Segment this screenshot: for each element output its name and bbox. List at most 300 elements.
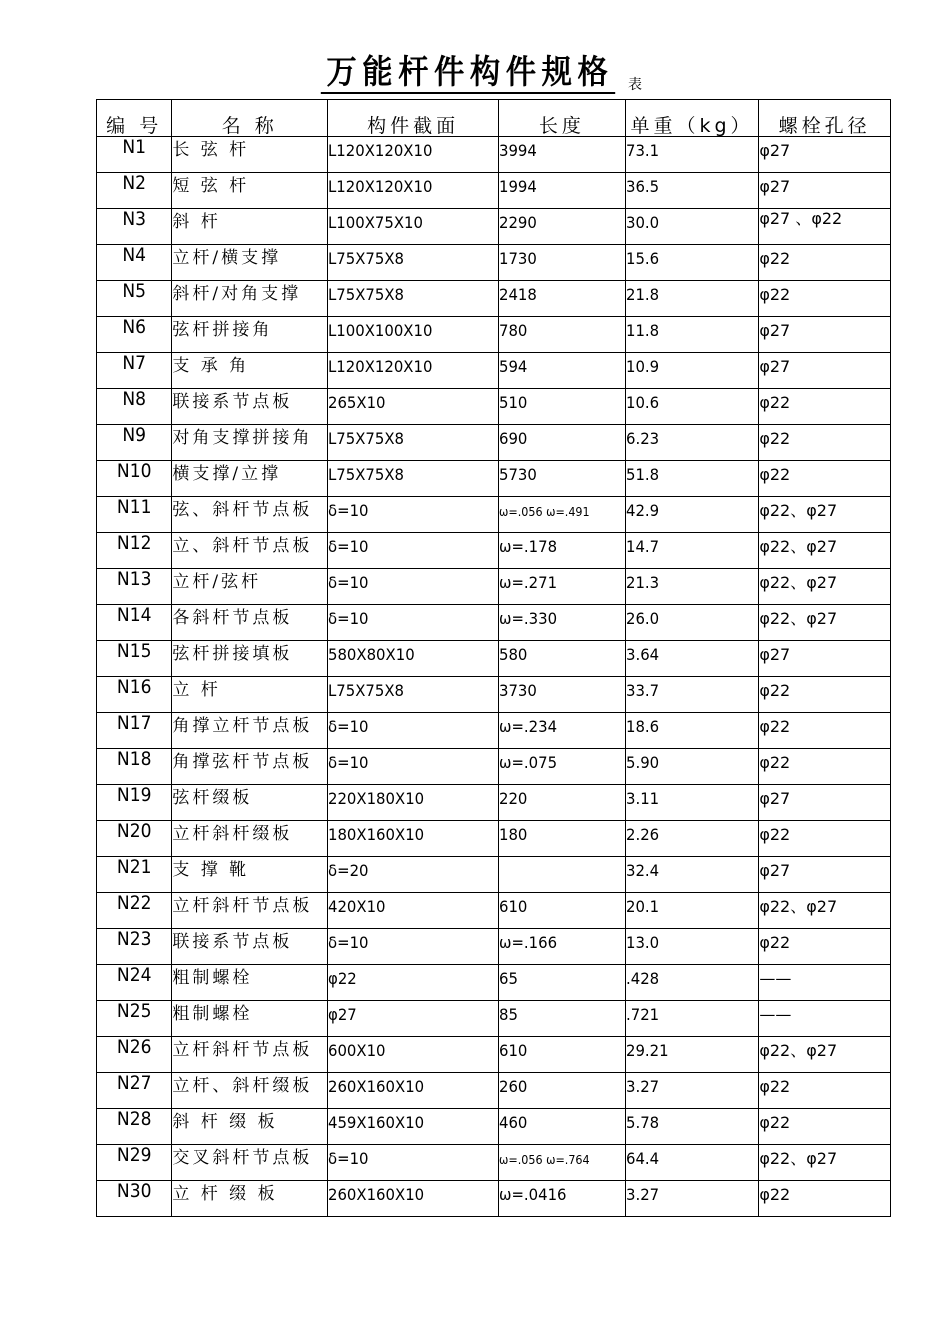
cell-length-text: 85 [499, 1005, 518, 1024]
cell-section-text: L100X75X10 [328, 213, 424, 232]
cell-no [97, 857, 172, 893]
cell-length [499, 461, 626, 497]
cell-bolt: φ27 [759, 317, 891, 353]
cell-weight [625, 605, 759, 641]
cell-bolt: φ22 [759, 821, 891, 857]
cell-length-text: 180 [499, 825, 528, 844]
cell-section [328, 605, 499, 641]
cell-length-text: ω=.178 [499, 537, 558, 556]
cell-no [97, 209, 172, 245]
cell-no-text: N24 [116, 964, 152, 986]
cell-no [97, 677, 172, 713]
cell-weight-text: 11.8 [625, 321, 659, 340]
cell-name: 弦杆缀板 [172, 785, 328, 821]
cell-weight-text: 10.6 [625, 393, 659, 412]
cell-weight-text: 36.5 [625, 177, 659, 196]
cell-no-text: N7 [122, 352, 147, 374]
cell-no [97, 641, 172, 677]
cell-no [97, 569, 172, 605]
cell-name: 弦、斜杆节点板 [172, 497, 328, 533]
cell-length-text: 2290 [499, 213, 537, 232]
cell-weight [625, 713, 759, 749]
cell-no-text: N28 [116, 1108, 152, 1130]
cell-section-text: δ=20 [328, 861, 369, 880]
cell-length-text: 594 [499, 357, 528, 376]
cell-no [97, 353, 172, 389]
cell-section [328, 245, 499, 281]
cell-length [499, 785, 626, 821]
cell-section-text: L75X75X8 [328, 681, 405, 700]
cell-length-text: 460 [499, 1113, 528, 1132]
cell-section [328, 353, 499, 389]
cell-length [499, 1037, 626, 1073]
cell-length [499, 533, 626, 569]
cell-weight-text: .428 [625, 969, 659, 988]
cell-section-text: 265X10 [328, 393, 386, 412]
cell-section [328, 137, 499, 173]
cell-bolt: φ22、φ27 [759, 605, 891, 641]
cell-weight [625, 749, 759, 785]
cell-bolt: φ22 [759, 461, 891, 497]
cell-bolt: φ22、φ27 [759, 893, 891, 929]
cell-length [499, 929, 626, 965]
cell-name: 对角支撑拼接角 [172, 425, 328, 461]
cell-bolt: φ22 [759, 1109, 891, 1145]
cell-length-text: 1730 [499, 249, 537, 268]
header-length: 长度 [499, 100, 626, 137]
cell-weight [625, 137, 759, 173]
cell-no [97, 1109, 172, 1145]
table-row [97, 785, 891, 821]
cell-name: 弦杆拼接填板 [172, 641, 328, 677]
cell-no [97, 497, 172, 533]
cell-weight [625, 173, 759, 209]
cell-length [499, 893, 626, 929]
cell-no-text: N19 [116, 784, 152, 806]
cell-no-text: N5 [122, 280, 147, 302]
cell-bolt: φ22、φ27 [759, 533, 891, 569]
cell-weight-text: 33.7 [625, 681, 659, 700]
cell-weight [625, 641, 759, 677]
cell-length-text: ω=.234 [499, 717, 558, 736]
cell-section-text: L75X75X8 [328, 429, 405, 448]
cell-bolt: —— [759, 965, 891, 1001]
cell-name: 支 承 角 [172, 353, 328, 389]
cell-section-text: L75X75X8 [328, 465, 405, 484]
cell-length [499, 821, 626, 857]
cell-length [499, 317, 626, 353]
table-row [97, 641, 891, 677]
cell-length-text: 3994 [499, 141, 537, 160]
cell-name: 立 杆 [172, 677, 328, 713]
table-row [97, 497, 891, 533]
table-row [97, 317, 891, 353]
cell-weight-text: 15.6 [625, 249, 659, 268]
cell-bolt: φ27 [759, 173, 891, 209]
cell-no-text: N14 [116, 604, 152, 626]
cell-length-text: 1994 [499, 177, 537, 196]
cell-name: 立杆/弦杆 [172, 569, 328, 605]
cell-weight [625, 281, 759, 317]
cell-length [499, 749, 626, 785]
cell-weight-text: 10.9 [625, 357, 659, 376]
cell-section-text: 180X160X10 [328, 825, 425, 844]
cell-section [328, 965, 499, 1001]
cell-bolt: φ22、φ27 [759, 1037, 891, 1073]
cell-weight [625, 1037, 759, 1073]
cell-section [328, 461, 499, 497]
cell-section-text: δ=10 [328, 933, 369, 952]
cell-length-text: 5730 [499, 465, 537, 484]
cell-length [499, 137, 626, 173]
cell-weight-text: 30.0 [625, 213, 659, 232]
cell-length-text: 3730 [499, 681, 537, 700]
cell-weight [625, 821, 759, 857]
cell-no-text: N25 [116, 1000, 152, 1022]
table-row [97, 1073, 891, 1109]
cell-weight-text: 6.23 [625, 429, 659, 448]
cell-length-text: ω=.271 [499, 573, 558, 592]
table-row [97, 857, 891, 893]
table-row [97, 137, 891, 173]
cell-bolt: φ22 [759, 713, 891, 749]
cell-weight [625, 425, 759, 461]
cell-section [328, 425, 499, 461]
cell-length-text: ω=.330 [499, 609, 558, 628]
cell-weight-text: 3.64 [625, 645, 659, 664]
cell-no-text: N8 [122, 388, 147, 410]
cell-bolt: φ22 [759, 1073, 891, 1109]
cell-no [97, 965, 172, 1001]
cell-length [499, 713, 626, 749]
cell-name: 立杆斜杆节点板 [172, 893, 328, 929]
cell-length [499, 677, 626, 713]
cell-weight [625, 353, 759, 389]
cell-no-text: N22 [116, 892, 152, 914]
cell-length [499, 245, 626, 281]
cell-no-text: N4 [122, 244, 147, 266]
cell-name: 立杆、斜杆缀板 [172, 1073, 328, 1109]
cell-length-text: 65 [499, 969, 518, 988]
table-row [97, 425, 891, 461]
cell-weight [625, 785, 759, 821]
cell-section [328, 785, 499, 821]
cell-no-text: N27 [116, 1072, 152, 1094]
table-row [97, 749, 891, 785]
cell-name: 角撑弦杆节点板 [172, 749, 328, 785]
cell-name: 斜 杆 [172, 209, 328, 245]
cell-bolt: φ22、φ27 [759, 569, 891, 605]
cell-weight-text: 73.1 [625, 141, 659, 160]
cell-name: 立、斜杆节点板 [172, 533, 328, 569]
cell-weight [625, 1181, 759, 1217]
cell-no-text: N12 [116, 532, 152, 554]
cell-no-text: N10 [116, 460, 152, 482]
header-section: 构件截面 [328, 100, 499, 137]
cell-weight-text: 26.0 [625, 609, 659, 628]
cell-no [97, 317, 172, 353]
cell-section [328, 1001, 499, 1037]
cell-section [328, 1145, 499, 1181]
cell-weight [625, 1073, 759, 1109]
cell-no [97, 713, 172, 749]
cell-length [499, 353, 626, 389]
cell-no-text: N13 [116, 568, 152, 590]
cell-length-text: 220 [499, 789, 528, 808]
cell-bolt: φ22、φ27 [759, 497, 891, 533]
cell-length-text: 510 [499, 393, 528, 412]
cell-weight-text: 51.8 [625, 465, 659, 484]
cell-weight [625, 1001, 759, 1037]
cell-no-text: N1 [122, 136, 147, 158]
cell-section [328, 749, 499, 785]
cell-section-text: 260X160X10 [328, 1077, 425, 1096]
cell-section-text: 459X160X10 [328, 1113, 425, 1132]
cell-weight-text: 3.11 [625, 789, 659, 808]
cell-name: 粗制螺栓 [172, 965, 328, 1001]
cell-weight [625, 461, 759, 497]
cell-section-text: δ=10 [328, 573, 369, 592]
cell-length-text: 580 [499, 645, 528, 664]
cell-section-text: 220X180X10 [328, 789, 425, 808]
table-row [97, 1001, 891, 1037]
cell-section-text: L75X75X8 [328, 285, 405, 304]
cell-weight-text: 13.0 [625, 933, 659, 952]
cell-bolt: φ22、φ27 [759, 1145, 891, 1181]
cell-section-text: 420X10 [328, 897, 386, 916]
cell-name: 联接系节点板 [172, 929, 328, 965]
cell-bolt: φ22 [759, 281, 891, 317]
cell-section [328, 893, 499, 929]
cell-section [328, 713, 499, 749]
cell-section [328, 1109, 499, 1145]
cell-weight-text: 5.90 [625, 753, 659, 772]
cell-length [499, 497, 626, 533]
cell-length-text: ω=.166 [499, 933, 558, 952]
cell-length-text: 780 [499, 321, 528, 340]
cell-name: 斜杆/对角支撑 [172, 281, 328, 317]
cell-section-text: L100X100X10 [328, 321, 433, 340]
cell-section-text: δ=10 [328, 501, 369, 520]
cell-name: 长 弦 杆 [172, 137, 328, 173]
cell-weight [625, 317, 759, 353]
table-row [97, 677, 891, 713]
table-row [97, 281, 891, 317]
cell-length [499, 209, 626, 245]
cell-weight-text: 32.4 [625, 861, 659, 880]
cell-weight [625, 1145, 759, 1181]
cell-length [499, 281, 626, 317]
cell-section-text: 600X10 [328, 1041, 386, 1060]
cell-name: 弦杆拼接角 [172, 317, 328, 353]
cell-bolt: φ27 [759, 641, 891, 677]
cell-no [97, 281, 172, 317]
cell-no-text: N6 [122, 316, 147, 338]
cell-name: 立 杆 缀 板 [172, 1181, 328, 1217]
cell-weight-text: 2.26 [625, 825, 659, 844]
cell-section-text: L120X120X10 [328, 177, 433, 196]
cell-section-text: L120X120X10 [328, 357, 433, 376]
cell-weight-text: 5.78 [625, 1113, 659, 1132]
header-name: 名 称 [172, 100, 328, 137]
cell-length [499, 641, 626, 677]
cell-length-text: 610 [499, 1041, 528, 1060]
cell-section [328, 641, 499, 677]
page-title: 万能杆件构件规格 [321, 52, 615, 94]
cell-length [499, 569, 626, 605]
cell-length [499, 965, 626, 1001]
cell-weight-text: 29.21 [625, 1041, 669, 1060]
cell-section [328, 929, 499, 965]
cell-length [499, 389, 626, 425]
cell-name: 联接系节点板 [172, 389, 328, 425]
cell-length-text: 260 [499, 1077, 528, 1096]
table-row [97, 893, 891, 929]
cell-bolt: φ27 [759, 137, 891, 173]
table-row [97, 245, 891, 281]
table-row [97, 1109, 891, 1145]
cell-no [97, 137, 172, 173]
cell-no [97, 893, 172, 929]
cell-name: 短 弦 杆 [172, 173, 328, 209]
cell-weight [625, 389, 759, 425]
table-row [97, 1181, 891, 1217]
header-no: 编 号 [97, 100, 172, 137]
cell-no-text: N18 [116, 748, 152, 770]
cell-no [97, 785, 172, 821]
cell-name: 角撑立杆节点板 [172, 713, 328, 749]
cell-bolt: φ22 [759, 929, 891, 965]
title-suffix: 表 [628, 77, 642, 93]
cell-bolt: φ22 [759, 389, 891, 425]
cell-section-text: δ=10 [328, 753, 369, 772]
cell-weight-text: 3.27 [625, 1185, 659, 1204]
cell-weight [625, 857, 759, 893]
cell-section [328, 1073, 499, 1109]
cell-section-text: L75X75X8 [328, 249, 405, 268]
cell-bolt: —— [759, 1001, 891, 1037]
cell-weight [625, 497, 759, 533]
cell-weight-text: 64.4 [625, 1149, 659, 1168]
cell-bolt: φ27 [759, 785, 891, 821]
cell-no [97, 749, 172, 785]
cell-no-text: N17 [116, 712, 152, 734]
cell-section [328, 677, 499, 713]
cell-section [328, 1181, 499, 1217]
cell-no [97, 605, 172, 641]
table-row [97, 1037, 891, 1073]
cell-no-text: N2 [122, 172, 147, 194]
cell-section-text: L120X120X10 [328, 141, 433, 160]
cell-length [499, 425, 626, 461]
cell-no [97, 1001, 172, 1037]
cell-weight-text: 18.6 [625, 717, 659, 736]
table-row [97, 353, 891, 389]
cell-weight-text: 14.7 [625, 537, 659, 556]
cell-name: 斜 杆 缀 板 [172, 1109, 328, 1145]
cell-no [97, 1145, 172, 1181]
cell-section [328, 569, 499, 605]
cell-no-text: N29 [116, 1144, 152, 1166]
table-row [97, 605, 891, 641]
cell-no [97, 1037, 172, 1073]
cell-bolt: φ27 [759, 857, 891, 893]
table-row [97, 965, 891, 1001]
cell-length-text: 690 [499, 429, 528, 448]
cell-no [97, 533, 172, 569]
header-bolt: 螺栓孔径 [759, 100, 891, 137]
cell-section-text: φ22 [328, 969, 357, 988]
title-area [0, 52, 950, 94]
cell-length [499, 605, 626, 641]
table-row [97, 821, 891, 857]
cell-no [97, 425, 172, 461]
cell-name: 横支撑/立撑 [172, 461, 328, 497]
cell-no [97, 929, 172, 965]
cell-length [499, 1001, 626, 1037]
cell-weight [625, 569, 759, 605]
cell-weight-text: 20.1 [625, 897, 659, 916]
cell-weight-text: 3.27 [625, 1077, 659, 1096]
cell-no-text: N9 [122, 424, 147, 446]
cell-no-text: N3 [122, 208, 147, 230]
table-row [97, 1145, 891, 1181]
cell-bolt: φ22 [759, 245, 891, 281]
cell-weight-text: 42.9 [625, 501, 659, 520]
table-row [97, 461, 891, 497]
table-row [97, 389, 891, 425]
cell-no-text: N21 [116, 856, 152, 878]
cell-section [328, 1037, 499, 1073]
cell-name: 立杆斜杆节点板 [172, 1037, 328, 1073]
cell-no [97, 1181, 172, 1217]
cell-length-text: 2418 [499, 285, 537, 304]
table-row [97, 929, 891, 965]
cell-length-text: ω=.056 ω=.491 [499, 505, 590, 519]
table-row [97, 173, 891, 209]
cell-length [499, 173, 626, 209]
cell-no-text: N20 [116, 820, 152, 842]
cell-section [328, 857, 499, 893]
cell-weight-text: 21.8 [625, 285, 659, 304]
cell-no-text: N16 [116, 676, 152, 698]
cell-no-text: N15 [116, 640, 152, 662]
cell-weight-text: .721 [625, 1005, 659, 1024]
cell-no-text: N23 [116, 928, 152, 950]
table-row [97, 569, 891, 605]
cell-section-text: 260X160X10 [328, 1185, 425, 1204]
cell-section-text: δ=10 [328, 1149, 369, 1168]
cell-length [499, 1181, 626, 1217]
cell-section-text: δ=10 [328, 537, 369, 556]
cell-weight [625, 1109, 759, 1145]
cell-name: 立杆/横支撑 [172, 245, 328, 281]
cell-length [499, 1073, 626, 1109]
cell-weight [625, 245, 759, 281]
header-weight: 单重（kg） [625, 100, 759, 137]
cell-bolt: φ22 [759, 1181, 891, 1217]
cell-section [328, 281, 499, 317]
cell-length-text: 610 [499, 897, 528, 916]
cell-no [97, 461, 172, 497]
table-row [97, 533, 891, 569]
cell-section-text: 580X80X10 [328, 645, 415, 664]
spec-table [96, 99, 891, 1217]
cell-length [499, 1109, 626, 1145]
cell-weight [625, 209, 759, 245]
cell-weight [625, 677, 759, 713]
cell-no [97, 173, 172, 209]
